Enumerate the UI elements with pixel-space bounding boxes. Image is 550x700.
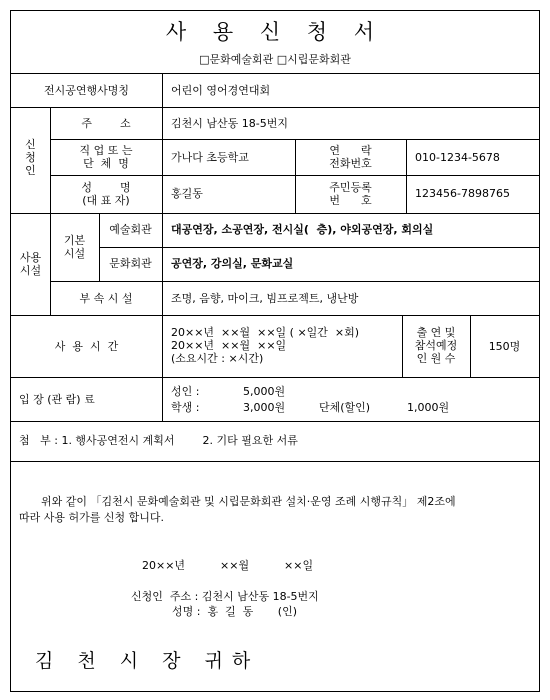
id-number-label: 주민등록 번 호 xyxy=(329,181,372,207)
application-statement: 위와 같이 「김천시 문화예술회관 및 시립문화회관 설치·운영 조례 시행규칙」 제2조에 따라 사용 허가를 신청 합니다. xyxy=(19,495,456,524)
usage-time-label: 사 용 시 간 xyxy=(54,340,119,353)
fee-adult-value[interactable]: 5,000원 xyxy=(243,385,286,398)
fee-student-value[interactable]: 3,000원 xyxy=(243,401,286,414)
representative-name-value[interactable]: 홍길동 xyxy=(171,187,203,200)
basic-facilities-label: 기본 시설 xyxy=(63,234,86,260)
attendees-label: 출 연 및 참석예정 인 원 수 xyxy=(414,326,458,365)
divider xyxy=(50,281,539,282)
applicant-section-label: 신 청 인 xyxy=(25,138,36,177)
divider xyxy=(11,461,539,462)
culture-hall-label: 문화회관 xyxy=(109,257,152,270)
culture-hall-options[interactable]: 공연장, 강의실, 문화교실 xyxy=(171,257,294,270)
event-name-value[interactable]: 어린이 영어경연대회 xyxy=(171,84,271,97)
attached-facilities-value[interactable]: 조명, 음향, 마이크, 빔프로젝트, 냉난방 xyxy=(171,292,359,305)
usage-time-value[interactable]: 20××년 ××월 ××일 ( ×일간 ×회) 20××년 ××월 ××일 (소요시간 : ×시간) xyxy=(171,326,360,365)
divider xyxy=(99,247,539,248)
facilities-section-label: 사용 시설 xyxy=(19,251,42,277)
address-label: 주 소 xyxy=(81,117,131,130)
form-title: 사 용 신 청 서 xyxy=(165,20,385,44)
job-label: 직 업 또 는 단 체 명 xyxy=(79,144,133,170)
fee-label: 입 장 (관 람) 료 xyxy=(19,393,95,406)
applicant-address[interactable]: 신청인 주소 : 김천시 남산동 18-5번지 xyxy=(131,590,319,603)
divider xyxy=(11,377,539,378)
arts-hall-label: 예술회관 xyxy=(109,223,152,236)
fee-adult-label: 성인 : xyxy=(171,385,200,398)
recipient-footer: 김 천 시 장 귀하 xyxy=(35,650,260,672)
application-form xyxy=(10,10,540,692)
job-value[interactable]: 가나다 초등학교 xyxy=(171,151,249,164)
fee-group-value[interactable]: 1,000원 xyxy=(407,401,450,414)
id-number-value[interactable]: 123456-7898765 xyxy=(415,187,510,200)
applicant-signature[interactable]: 성명 : 홍 길 동 (인) xyxy=(172,605,297,618)
event-name-label: 전시공연행사명칭 xyxy=(43,84,129,97)
divider xyxy=(11,213,539,214)
address-value[interactable]: 김천시 남산동 18-5번지 xyxy=(171,117,288,130)
venue-checkboxes[interactable]: □문화예술회관 □시립문화회관 xyxy=(199,53,351,66)
phone-value[interactable]: 010-1234-5678 xyxy=(415,151,500,164)
divider xyxy=(11,73,539,74)
divider xyxy=(11,421,539,422)
divider xyxy=(162,73,163,421)
phone-label: 연 락 전화번호 xyxy=(329,144,372,170)
representative-name-label: 성 명 (대 표 자) xyxy=(81,181,131,207)
attachment-line: 첨 부 : 1. 행사공연전시 계획서 2. 기타 필요한 서류 xyxy=(19,434,298,447)
fee-group-label: 단체(할인) xyxy=(319,401,371,414)
divider xyxy=(11,315,539,316)
application-date[interactable]: 20××년 ××월 ××일 xyxy=(142,559,314,572)
attached-facilities-label: 부 속 시 설 xyxy=(79,292,133,305)
divider xyxy=(50,107,51,315)
divider xyxy=(11,107,539,108)
attendees-value[interactable]: 150명 xyxy=(488,340,521,353)
fee-student-label: 학생 : xyxy=(171,401,200,414)
divider xyxy=(406,139,407,213)
arts-hall-options[interactable]: 대공연장, 소공연장, 전시실( 층), 야외공연장, 회의실 xyxy=(171,223,434,236)
